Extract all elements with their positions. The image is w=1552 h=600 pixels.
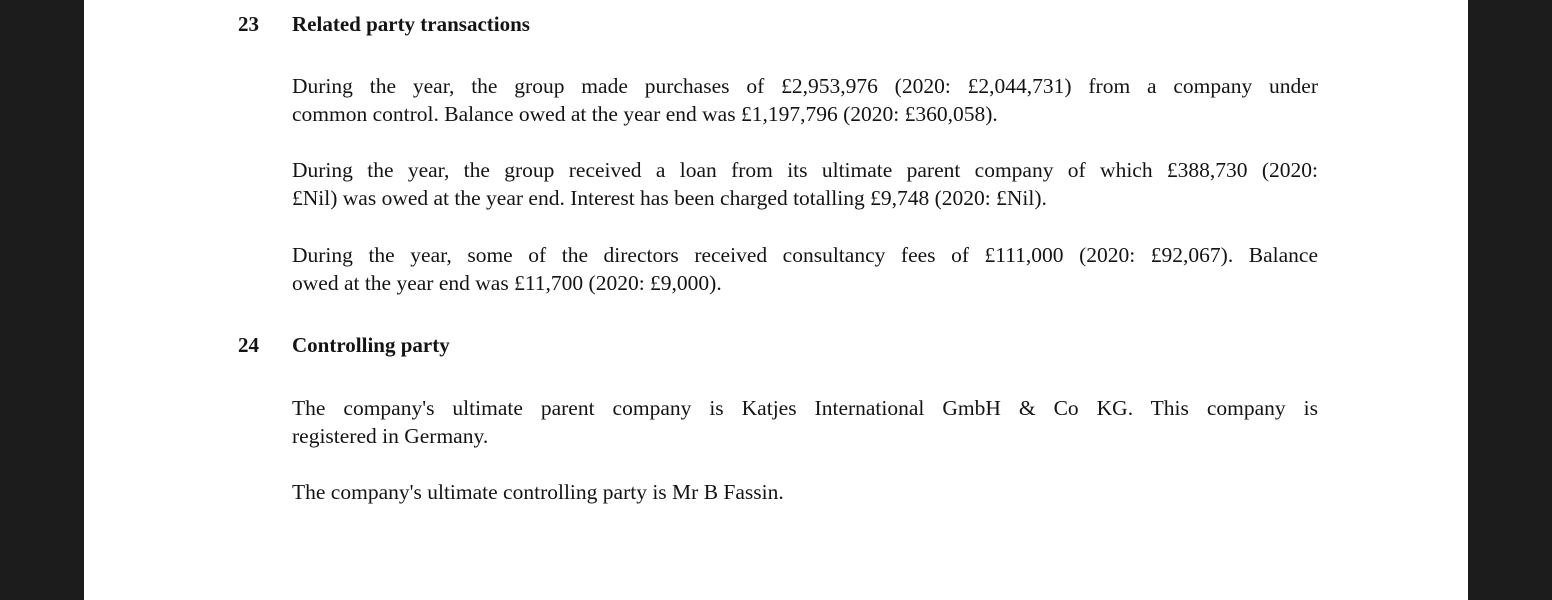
paragraph [292,478,1318,506]
paragraph [292,394,1318,450]
paragraph-line: £Nil) was owed at the year end. Interest has been charged totalling £9,748 (2020: £Nil). [292,186,1047,210]
paragraph-line: During the year, the group made purchases of £2,953,976 (2020: £2,044,731) from a company under [292,74,1318,98]
section-heading: Related party transactions [292,12,530,36]
document-page [84,0,1468,600]
paragraph-line: owed at the year end was £11,700 (2020: £9,000). [292,271,722,295]
paragraph-line: common control. Balance owed at the year end was £1,197,796 (2020: £360,058). [292,102,998,126]
section-heading: Controlling party [292,333,450,357]
paragraph-line: registered in Germany. [292,424,489,448]
paragraph-line: During the year, the group received a loan from its ultimate parent company of which £388,730 (2020: [292,158,1318,182]
paragraph-line: During the year, some of the directors received consultancy fees of £111,000 (2020: £92,067). Balance [292,243,1318,267]
paragraph-line: The company's ultimate parent company is Katjes International GmbH & Co KG. This company is [292,396,1318,420]
section-number: 23 [238,12,259,36]
paragraph [292,72,1318,128]
paragraph [292,156,1318,212]
paragraph-line: The company's ultimate controlling party is Mr B Fassin. [292,480,784,504]
paragraph [292,241,1318,297]
section-number: 24 [238,333,259,357]
